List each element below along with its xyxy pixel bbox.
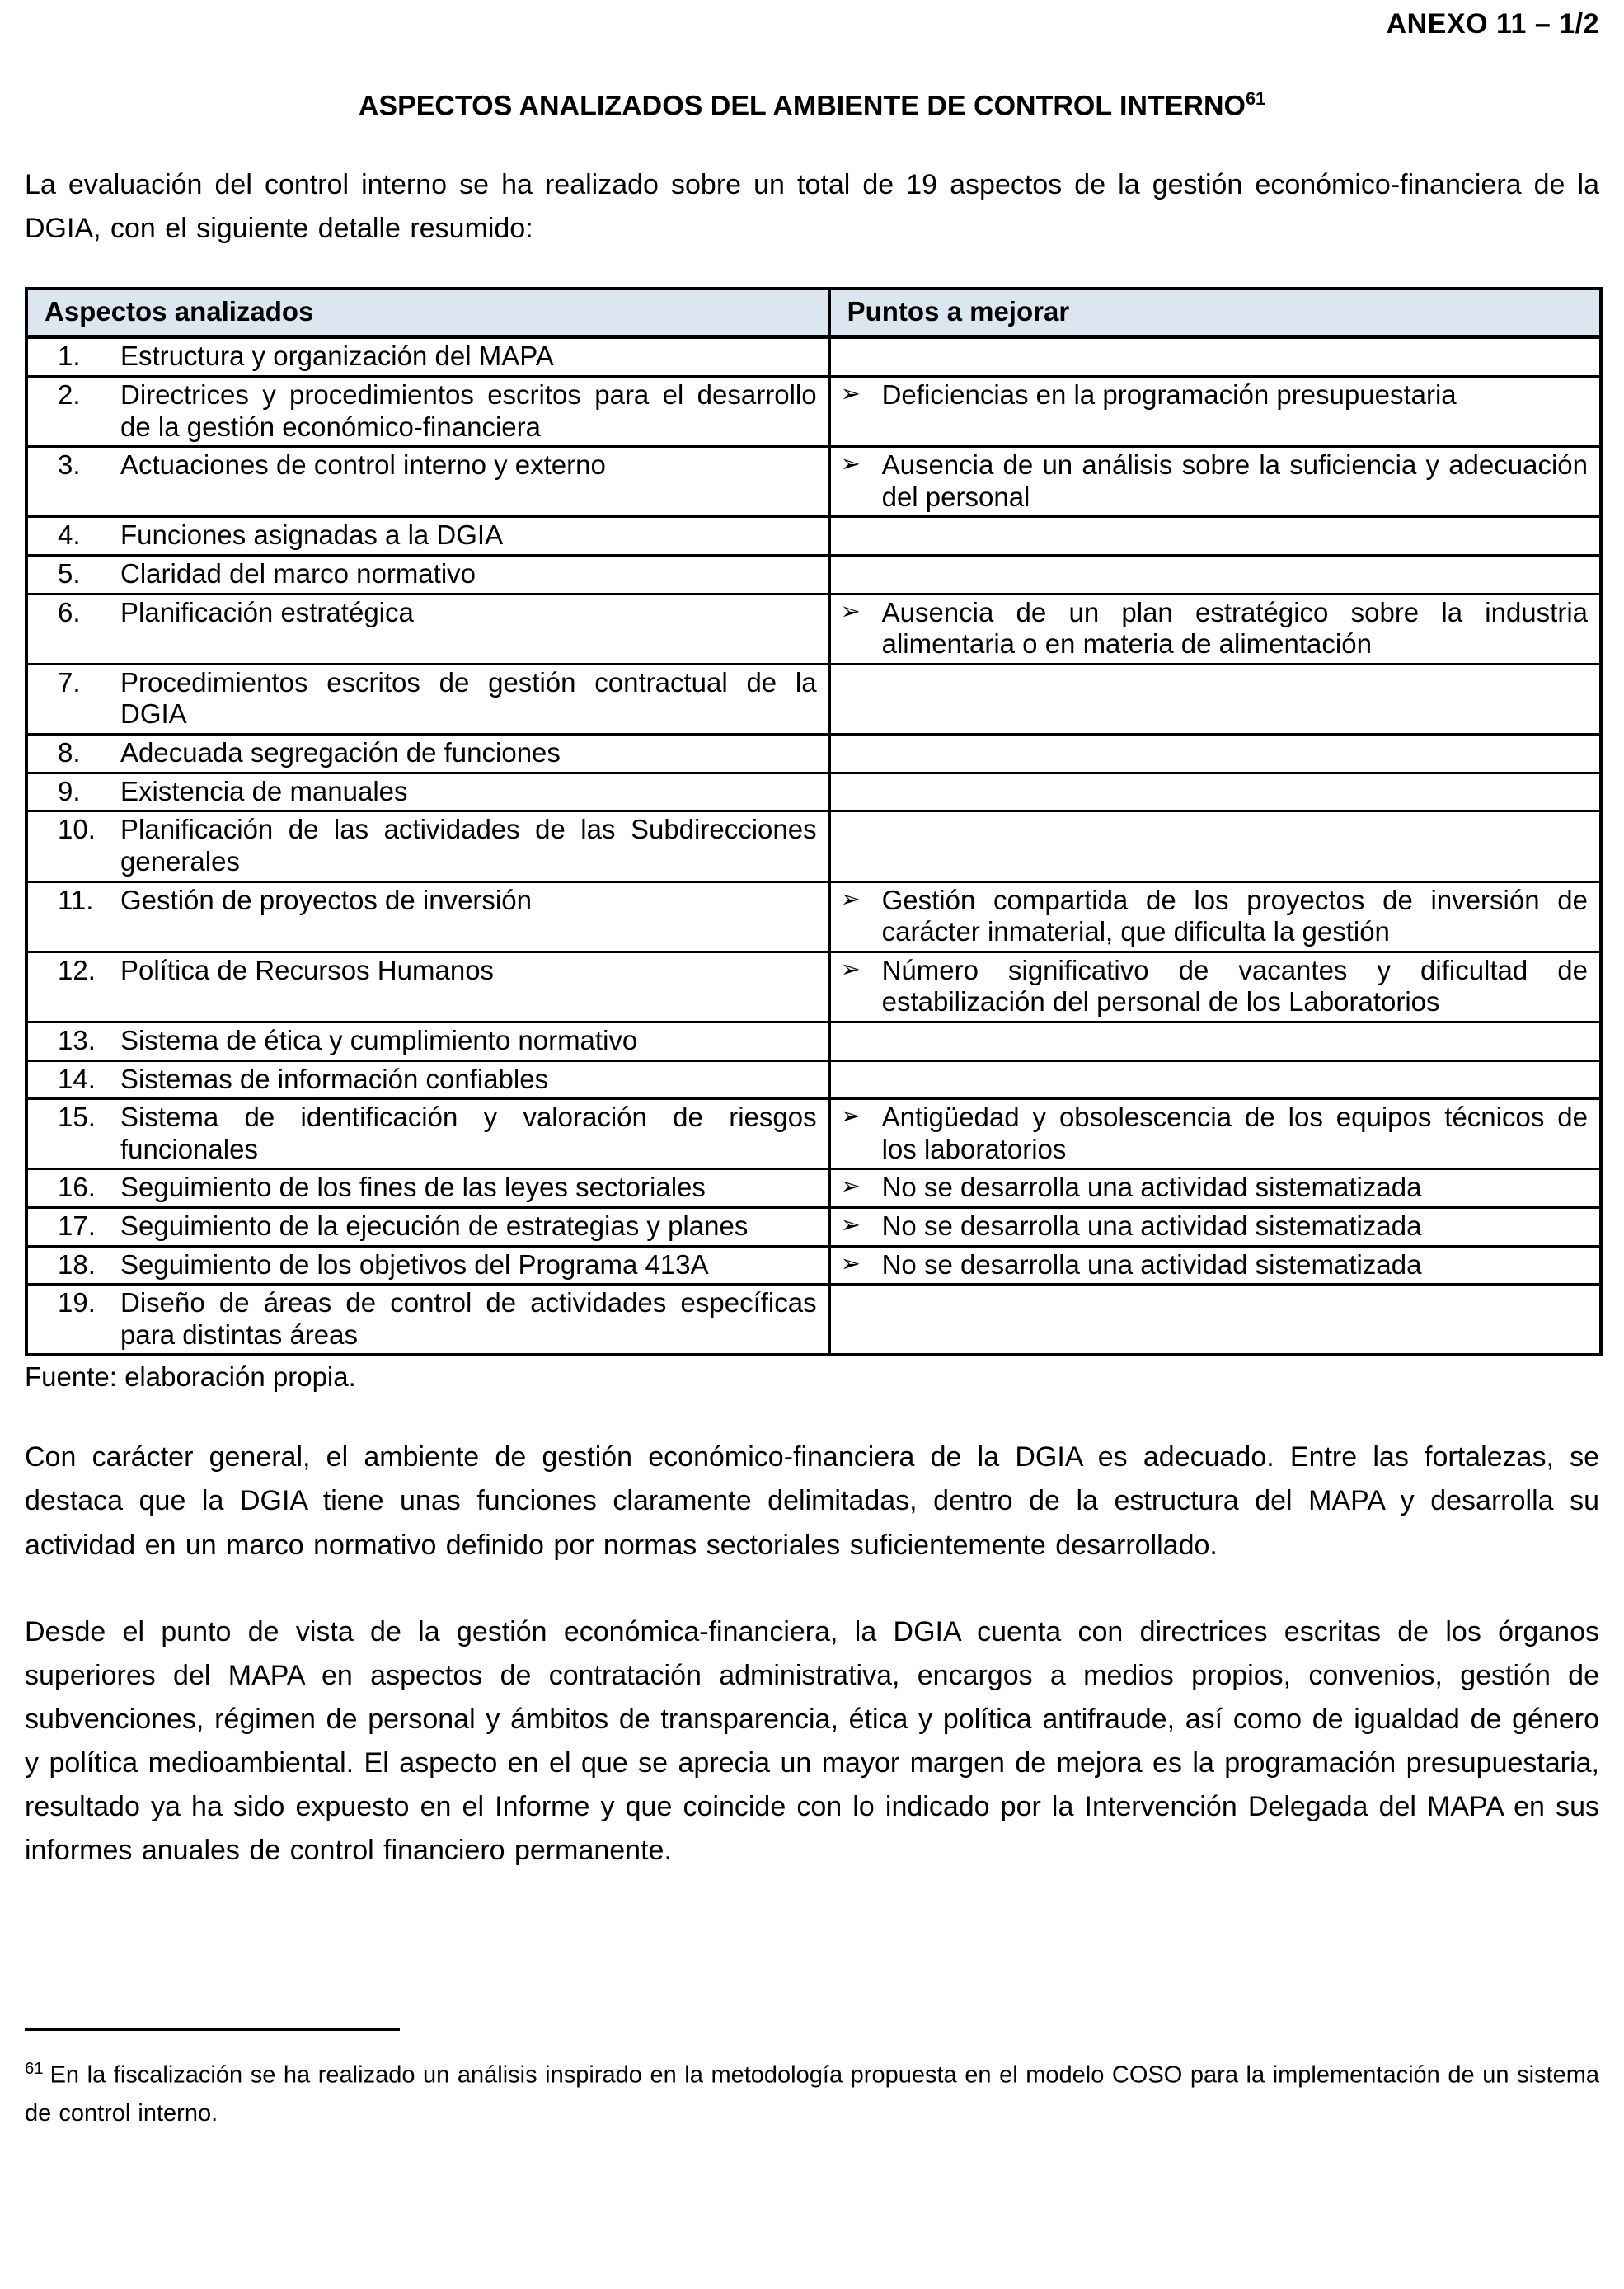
points-cell — [829, 1208, 1601, 1247]
document-title — [25, 88, 1599, 122]
aspect-text: Procedimientos escritos de gestión contractual de la DGIA — [120, 666, 817, 730]
aspect-text: Política de Recursos Humanos — [120, 954, 495, 985]
row-number: 19. — [58, 1287, 96, 1318]
aspect-text: Funciones asignadas a la DGIA — [120, 519, 504, 551]
aspect-line — [28, 1287, 822, 1351]
aspect-line — [28, 449, 822, 482]
point-line — [831, 449, 1593, 513]
aspect-text: Claridad del marco normativo — [120, 558, 476, 590]
aspect-text: Seguimiento de los fines de las leyes sectoriales — [120, 1172, 706, 1203]
point-text: Antigüedad y obsolescencia de los equipos técnicos de los laboratorios — [881, 1102, 1588, 1164]
aspect-cell — [26, 881, 829, 952]
aspect-cell — [26, 1285, 829, 1356]
column-header-aspectos: Aspectos analizados — [26, 289, 829, 337]
point-text: No se desarrolla una actividad sistematizada — [881, 1248, 1422, 1280]
row-number: 5. — [58, 558, 81, 590]
row-number: 18. — [58, 1248, 96, 1280]
point-text: Ausencia de un análisis sobre la suficiencia y adecuación del personal — [881, 449, 1588, 512]
aspect-text: Seguimiento de la ejecución de estrategias y planes — [120, 1210, 749, 1242]
row-number: 2. — [58, 379, 81, 410]
footnote-text — [25, 2056, 1599, 2132]
row-number: 3. — [58, 449, 81, 481]
table-row — [26, 881, 1601, 952]
table-row — [26, 1060, 1601, 1099]
aspect-cell — [26, 556, 829, 595]
point-text: Deficiencias en la programación presupuestaria — [881, 379, 1457, 410]
aspects-table — [25, 287, 1603, 1356]
point-line — [831, 955, 1593, 1018]
table-row — [26, 447, 1601, 517]
aspect-line — [28, 955, 822, 987]
table-row — [26, 1099, 1601, 1169]
points-cell — [829, 811, 1601, 881]
point-text: Ausencia de un plan estratégico sobre la industria alimentaria o en materia de alimentación — [881, 596, 1588, 660]
table-row — [26, 735, 1601, 773]
table-row — [26, 517, 1601, 556]
aspect-cell — [26, 952, 829, 1022]
footnote-body: En la fiscalización se ha realizado un análisis inspirado en la metodología propuesta en el modelo COSO para la implementación de un sistema de control interno. — [25, 2061, 1599, 2127]
aspect-line — [28, 776, 822, 808]
aspect-text: Planificación de las actividades de las Subdirecciones generales — [120, 814, 817, 877]
table-row — [26, 1169, 1601, 1208]
aspect-cell — [26, 1022, 829, 1060]
footnote-separator — [25, 2028, 400, 2031]
aspect-line — [28, 1210, 822, 1243]
aspect-line — [28, 737, 822, 769]
table-row — [26, 594, 1601, 664]
table-row — [26, 1285, 1601, 1356]
bullet-icon: ➢ — [840, 451, 861, 478]
aspect-cell — [26, 517, 829, 556]
point-line — [831, 597, 1593, 660]
body-paragraph-2: Desde el punto de vista de la gestión económica-financiera, la DGIA cuenta con directrices escritas de los órganos superiores del MAPA en aspectos de contratación administrativa, encargos a medios propios, convenios, gestión de subvenciones, régimen de personal y ámbitos de transparencia, ética y política antifraude, así como de igualdad de género y política medioambiental. El aspecto en el que se aprecia un mayor margen de mejora es la programación presupuestaria, resultado ya ha sido expuesto en el Informe y que coincide con lo indicado por la Intervención Delegada del MAPA en sus informes anuales de control financiero permanente. — [25, 1615, 1599, 1866]
intro-paragraph: La evaluación del control interno se ha realizado sobre un total de 19 aspectos de la gestión económico-financiera de la DGIA, con el siguiente detalle resumido: — [25, 169, 1599, 245]
point-text: No se desarrolla una actividad sistematizada — [881, 1172, 1422, 1203]
points-cell — [829, 1022, 1601, 1060]
bullet-icon: ➢ — [840, 1103, 861, 1130]
aspect-cell — [26, 811, 829, 881]
aspect-text: Gestión de proyectos de inversión — [120, 884, 532, 915]
row-number: 4. — [58, 519, 81, 551]
aspect-line — [28, 558, 822, 590]
aspect-cell — [26, 1208, 829, 1247]
point-line — [831, 1102, 1593, 1165]
table-row — [26, 664, 1601, 734]
aspect-cell — [26, 664, 829, 734]
table-row — [26, 1022, 1601, 1060]
title-footnote-ref: 61 — [1245, 88, 1266, 109]
row-number: 7. — [58, 666, 81, 698]
aspect-text: Planificación estratégica — [120, 596, 414, 627]
annex-label: ANEXO 11 – 1/2 — [1386, 8, 1599, 40]
aspect-text: Diseño de áreas de control de actividades específicas para distintas áreas — [120, 1287, 817, 1350]
table-row — [26, 1246, 1601, 1285]
bullet-icon: ➢ — [840, 381, 861, 407]
aspect-text: Sistema de identificación y valoración de riesgos funcionales — [120, 1102, 817, 1164]
point-line — [831, 379, 1593, 411]
aspect-line — [28, 885, 822, 917]
aspect-line — [28, 341, 822, 373]
document-title-text: ASPECTOS ANALIZADOS DEL AMBIENTE DE CONTROL INTERNO — [358, 90, 1246, 122]
points-cell — [829, 881, 1601, 952]
aspect-line — [28, 1102, 822, 1165]
aspect-cell — [26, 1169, 829, 1208]
aspect-cell — [26, 377, 829, 447]
aspect-cell — [26, 447, 829, 517]
table-header-row — [26, 289, 1601, 337]
table-row — [26, 556, 1601, 595]
aspect-cell — [26, 735, 829, 773]
row-number: 17. — [58, 1210, 96, 1242]
points-cell — [829, 952, 1601, 1022]
points-cell — [829, 517, 1601, 556]
point-line — [831, 1249, 1593, 1281]
points-cell — [829, 337, 1601, 377]
table-source-note: Fuente: elaboración propia. — [25, 1361, 356, 1393]
row-number: 13. — [58, 1024, 96, 1055]
points-cell — [829, 556, 1601, 595]
bullet-icon: ➢ — [840, 1173, 861, 1201]
aspect-text: Existencia de manuales — [120, 775, 408, 806]
aspect-line — [28, 814, 822, 877]
bullet-icon: ➢ — [840, 886, 861, 913]
row-number: 6. — [58, 596, 81, 627]
points-cell — [829, 594, 1601, 664]
aspect-cell — [26, 1099, 829, 1169]
point-line — [831, 1210, 1593, 1243]
row-number: 14. — [58, 1063, 96, 1094]
points-cell — [829, 1060, 1601, 1099]
row-number: 11. — [58, 884, 94, 915]
table-body — [26, 337, 1601, 1356]
aspect-text: Estructura y organización del MAPA — [120, 341, 554, 372]
aspect-cell — [26, 1060, 829, 1099]
bullet-icon: ➢ — [840, 598, 861, 625]
column-header-puntos: Puntos a mejorar — [829, 289, 1601, 337]
aspect-cell — [26, 773, 829, 811]
aspect-text: Seguimiento de los objetivos del Programa 413A — [120, 1248, 709, 1280]
table-row — [26, 952, 1601, 1022]
point-text: Número significativo de vacantes y dificultad de estabilización del personal de los Laboratorios — [881, 954, 1588, 1018]
points-cell — [829, 1169, 1601, 1208]
table-row — [26, 773, 1601, 811]
aspect-text: Adecuada segregación de funciones — [120, 737, 561, 768]
point-text: No se desarrolla una actividad sistematizada — [881, 1210, 1422, 1242]
bullet-icon: ➢ — [840, 956, 861, 983]
points-cell — [829, 1099, 1601, 1169]
table-row — [26, 337, 1601, 377]
aspect-text: Actuaciones de control interno y externo — [120, 449, 606, 481]
aspect-cell — [26, 594, 829, 664]
footnote-number: 61 — [25, 2059, 44, 2078]
point-line — [831, 885, 1593, 948]
row-number: 9. — [58, 775, 81, 806]
aspect-cell — [26, 1246, 829, 1285]
aspect-line — [28, 1172, 822, 1204]
points-cell — [829, 773, 1601, 811]
aspect-line — [28, 1025, 822, 1057]
row-number: 10. — [58, 814, 96, 845]
body-paragraph-1: Con carácter general, el ambiente de gestión económico-financiera de la DGIA es adecuado. Entre las fortalezas, se destaca que la DGIA tiene unas funciones claramente delimitadas, dentro de la estructura del MAPA y desarrolla su actividad en un marco normativo definido por normas sectoriales suficientemente desarrollado. — [25, 1441, 1599, 1561]
row-number: 15. — [58, 1102, 96, 1133]
points-cell — [829, 447, 1601, 517]
aspect-cell — [26, 337, 829, 377]
point-line — [831, 1172, 1593, 1204]
row-number: 12. — [58, 954, 96, 985]
point-text: Gestión compartida de los proyectos de inversión de carácter inmaterial, que dificulta la gestión — [881, 884, 1588, 947]
row-number: 1. — [58, 341, 81, 372]
row-number: 8. — [58, 737, 81, 768]
points-cell — [829, 664, 1601, 734]
bullet-icon: ➢ — [840, 1250, 861, 1277]
aspect-line — [28, 379, 822, 443]
aspect-text: Sistema de ética y cumplimiento normativo — [120, 1024, 638, 1055]
aspect-line — [28, 1249, 822, 1281]
points-cell — [829, 1285, 1601, 1356]
points-cell — [829, 377, 1601, 447]
table-row — [26, 1208, 1601, 1247]
aspect-line — [28, 519, 822, 552]
aspect-text: Sistemas de información confiables — [120, 1063, 549, 1094]
bullet-icon: ➢ — [840, 1212, 861, 1239]
points-cell — [829, 1246, 1601, 1285]
table-row — [26, 377, 1601, 447]
aspect-text: Directrices y procedimientos escritos para el desarrollo de la gestión económico-financiera — [120, 379, 817, 442]
points-cell — [829, 735, 1601, 773]
row-number: 16. — [58, 1172, 96, 1203]
aspect-line — [28, 667, 822, 731]
footnote — [25, 2028, 1599, 2132]
aspect-line — [28, 597, 822, 629]
aspect-line — [28, 1064, 822, 1096]
table-row — [26, 811, 1601, 881]
